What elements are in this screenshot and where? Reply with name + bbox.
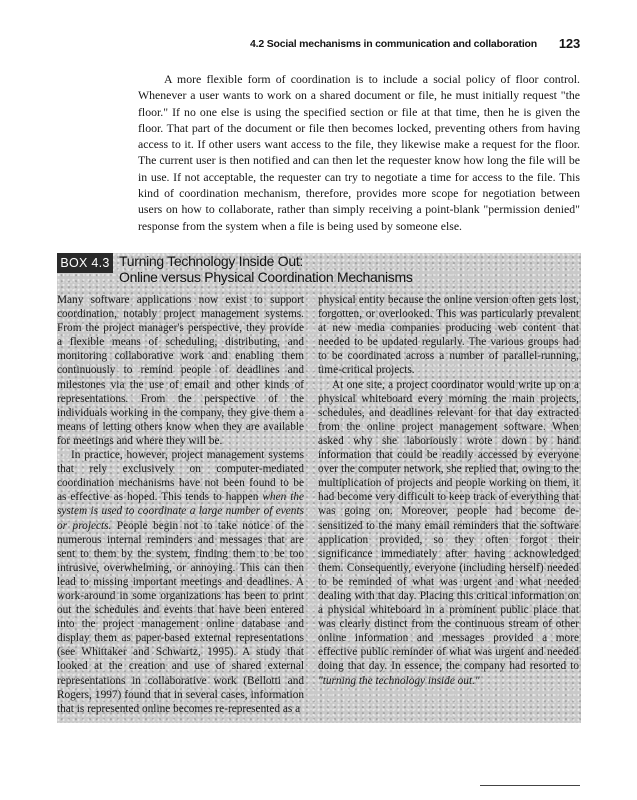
- box-right-paragraph-2: [318, 378, 579, 688]
- intro-paragraph: A more flexible form of coordination is to include a social policy of floor control. Whenever a user wants to work on a shared document or file, he must initially request "the floor." If no one else is using the specified section or file at that time, then he is given the floor. That part of the document or file then becomes locked, preventing others from having access to it. If other users want access to the file, they likewise make a request for the floor. The current user is then notified and can then let the requester know how long the file will be in use. If not acceptable, the requester can try to negotiate a time for access to the file. This kind of coordination mechanism, therefore, provides more scope for negotiation between users on how to collaborate, rather than simply receiving a point-blank "permission denied" response from the system when a file is being used by someone else.: [138, 72, 580, 233]
- box-right-paragraph-1: physical entity because the online version often gets lost, forgotten, or overlooked. This was particularly prevalent at new media companies producing web content that needed to be updated regularly. The various groups had to be coordinated across a number of parallel-running, time-critical projects.: [318, 294, 579, 377]
- box-title-line-1: Turning Technology Inside Out:: [119, 253, 304, 269]
- box-left-paragraph-2-end: People begin not to take notice of the numerous internal reminders and messages that are sent to them by the system, finding them to be too intrusive, overwhelming, or annoying. This can then lead to missing important meetings and deadlines. A work-around in some organizations has been to print out the schedules and events that have been entered into the project management online database and display them as paper-based external representations (see Whittaker and Schwartz, 1995). A study that looked at the creation and use of shared external representations in collaborative work (Bellotti and Rogers, 1997) found that in several cases, information that is represented online becomes re-represented as a: [57, 519, 304, 715]
- box-right-paragraph-2-start: At one site, a project coordinator would write up on a physical whiteboard every morning the main projects, schedules, and deadlines relevant for that day extracted from the online project management software. When asked why she laboriously wrote down by hand information that could be readily accessed by everyone over the computer network, she replied that, owing to the multiplication of projects and people working on them, it had become very difficult to keep track of everything that was going on. Moreover, people had become de-sensitized to the many email reminders that the software application provided, so they often forgot their significance immediately after having acknowledged them. Consequently, everyone (including herself) needed to be reminded of what was urgent and what needed dealing with that day. Placing this critical information on a physical whiteboard in a prominent public place that was clearly distinct from the continuous stream of other online information and messages provided a more effective public reminder of what was urgent and needed doing that day. In essence, the company had resorted to: [318, 378, 579, 673]
- box-title: [119, 254, 413, 285]
- box-label: BOX 4.3: [57, 253, 113, 273]
- page-number: 123: [558, 36, 580, 51]
- box-left-paragraph-2-start: In practice, however, project management systems that rely exclusively on computer-mediated coordination mechanisms have not been found to be as effective as hoped. This tends to happen: [57, 449, 304, 504]
- box-header: [57, 253, 581, 287]
- box-left-paragraph-2: [57, 448, 304, 716]
- section-heading: 4.2 Social mechanisms in communication and collaboration: [250, 38, 537, 50]
- sidebar-box: [57, 253, 581, 723]
- box-left-paragraph-2-italic: when the system is used to coordinate a large number of events or projects.: [57, 491, 304, 532]
- footer-rule: [480, 785, 580, 786]
- box-right-paragraph-2-italic: "turning the technology inside out.": [318, 674, 480, 687]
- box-left-column: [57, 293, 304, 721]
- box-right-column: [318, 293, 579, 721]
- box-title-line-2: Online versus Physical Coordination Mechanisms: [119, 268, 413, 285]
- box-left-paragraph-1: Many software applications now exist to support coordination, notably project management systems. From the project manager's perspective, they provide a flexible means of scheduling, distributing, and monitoring collaborative work and enabling them continuously to remind people of deadlines and milestones via the use of email and other kinds of representations. From the perspective of the individuals working in the company, they give them a means of letting others know when they are available for meetings and where they will be.: [57, 294, 304, 447]
